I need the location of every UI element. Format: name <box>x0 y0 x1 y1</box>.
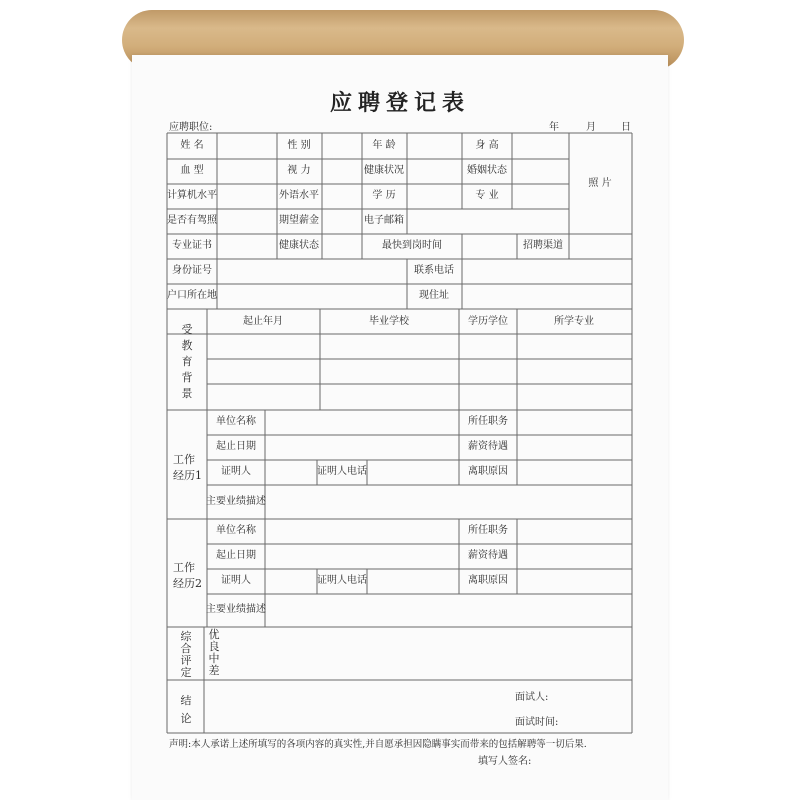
w1-label-company: 单位名称 <box>216 416 256 427</box>
label-foreign-language: 外语水平 <box>279 190 319 201</box>
label-applicant-signature: 填写人签名: <box>478 756 532 767</box>
header-degree: 学历学位 <box>468 316 508 327</box>
section-overall-evaluation: 综合评定 <box>180 630 192 679</box>
position-label: 应聘职位: <box>169 122 213 133</box>
date-year-label: 年 <box>549 122 559 133</box>
w2-label-leave-reason: 离职原因 <box>468 575 508 586</box>
label-address: 现住址 <box>419 290 449 301</box>
label-id-number: 身份证号 <box>172 265 212 276</box>
footer-statement: 声明:本人承诺上述所填写的各项内容的真实性,并自愿承担因隐瞒事实而带来的包括解聘等一切后果. <box>169 739 587 750</box>
label-health: 健康状态 <box>279 240 319 251</box>
w2-label-performance: 主要业绩描述 <box>206 604 266 615</box>
header-school: 毕业学校 <box>369 316 409 327</box>
w2-label-position: 所任职务 <box>468 525 508 536</box>
label-height: 身 高 <box>475 140 499 151</box>
section-work-experience-2: 工作经历2 <box>173 561 202 590</box>
w2-label-reference: 证明人 <box>221 575 251 586</box>
date-day-label: 日 <box>621 122 631 133</box>
w1-label-position: 所任职务 <box>468 416 508 427</box>
label-education: 学 历 <box>372 190 396 201</box>
w1-label-period: 起止日期 <box>216 441 256 452</box>
label-major: 专 业 <box>475 190 499 201</box>
header-edu-period: 起止年月 <box>243 316 283 327</box>
label-computer-level: 计算机水平 <box>167 190 217 201</box>
label-expected-salary: 期望薪金 <box>279 215 319 226</box>
w1-label-salary: 薪资待遇 <box>468 441 508 452</box>
label-vision: 视 力 <box>287 165 311 176</box>
label-gender: 性 别 <box>287 140 311 151</box>
section-conclusion: 结论 <box>180 694 192 725</box>
label-interview-time: 面试时间: <box>515 717 559 728</box>
section-work-experience-1: 工作经历1 <box>173 453 202 482</box>
label-drivers-license: 是否有驾照 <box>167 215 217 226</box>
w1-label-reference-phone: 证明人电话 <box>317 466 367 477</box>
label-hukou: 户口所在地 <box>167 290 217 301</box>
w1-label-leave-reason: 离职原因 <box>468 466 508 477</box>
w1-label-reference: 证明人 <box>221 466 251 477</box>
w2-label-salary: 薪资待遇 <box>468 550 508 561</box>
label-marital-status: 婚姻状态 <box>467 165 507 176</box>
form-title: 应聘登记表 <box>329 91 470 116</box>
label-email: 电子邮箱 <box>364 215 404 226</box>
label-health-status: 健康状况 <box>364 165 404 176</box>
w1-label-performance: 主要业绩描述 <box>206 496 266 507</box>
label-certificate: 专业证书 <box>172 240 212 251</box>
label-photo: 照 片 <box>588 178 612 189</box>
label-start-date: 最快到岗时间 <box>382 240 442 251</box>
date-month-label: 月 <box>586 122 596 133</box>
header-studied-major: 所学专业 <box>554 316 594 327</box>
w2-label-period: 起止日期 <box>216 550 256 561</box>
label-phone: 联系电话 <box>414 265 454 276</box>
w2-label-reference-phone: 证明人电话 <box>317 575 367 586</box>
label-name: 姓 名 <box>180 140 204 151</box>
section-education-background: 受教育背景 <box>181 323 193 400</box>
label-age: 年 龄 <box>372 140 396 151</box>
label-recruit-channel: 招聘渠道 <box>523 240 563 251</box>
label-blood-type: 血 型 <box>180 165 204 176</box>
label-interviewer: 面试人: <box>515 692 549 703</box>
evaluation-grades: 优良中差 <box>208 628 220 677</box>
w2-label-company: 单位名称 <box>216 525 256 536</box>
